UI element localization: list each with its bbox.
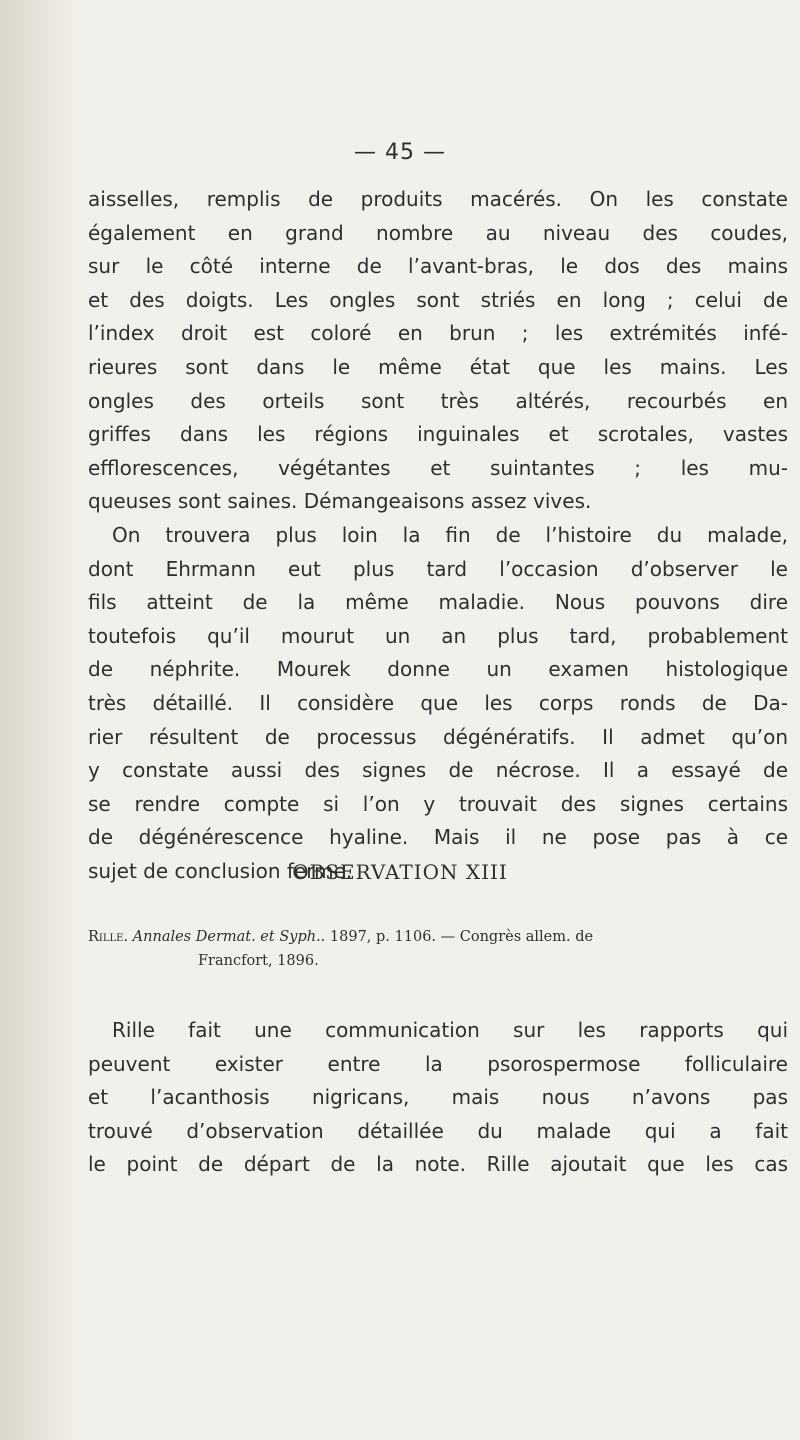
reference-line-1 [88, 925, 788, 949]
text-line: sujet de conclusion ferme. [88, 858, 353, 883]
text-line: toutefois qu’il mourut un an plus tard, probablement [88, 623, 788, 648]
text-line: efflorescences, végétantes et suintantes ; les mu- [88, 455, 788, 480]
text-line: On trouvera plus loin la fin de l’histoire du malade, [112, 522, 788, 547]
text-line: et l’acanthosis nigricans, mais nous n’avons pas [88, 1085, 788, 1110]
page-number: — 45 — [354, 140, 446, 165]
text-line: griffes dans les régions inguinales et scrotales, vastes [88, 422, 788, 447]
reference-journal: Annales Dermat. et Syph.. [132, 929, 326, 945]
text-line: Rille fait une communication sur les rapports qui [112, 1018, 788, 1042]
text-line: y constate aussi des signes de nécrose. Il a essayé de [88, 758, 788, 783]
text-line: queuses sont saines. Démangeaisons assez vives. [88, 489, 592, 514]
reference-line-2: Francfort, 1896. [198, 953, 319, 969]
text-line: de néphrite. Mourek donne un examen histologique [88, 657, 788, 682]
text-line: trouvé d’observation détaillée du malade qui a fait [88, 1118, 788, 1143]
observation-heading: OBSERVATION XIII [292, 860, 508, 884]
reference-details: 1897, p. 1106. — Congrès allem. de [325, 929, 594, 945]
text-line: très détaillé. Il considère que les corps ronds de Da- [88, 690, 788, 715]
text-line: le point de départ de la note. Rille ajoutait que les cas [88, 1152, 788, 1177]
bibliographic-reference [88, 925, 788, 973]
text-line: également en grand nombre au niveau des coudes, [88, 220, 788, 245]
reference-author: Rille. [88, 929, 129, 945]
paragraph-3 [88, 1014, 788, 1182]
scan-edge-shadow [0, 0, 80, 1440]
paragraph-1 [88, 183, 788, 888]
text-line: rieures sont dans le même état que les mains. Les [88, 354, 788, 379]
text-line: peuvent exister entre la psorospermose folliculaire [88, 1051, 788, 1076]
text-line: fils atteint de la même maladie. Nous pouvons dire [88, 590, 788, 615]
text-line: aisselles, remplis de produits macérés. On les constate [88, 187, 788, 211]
text-line: de dégénérescence hyaline. Mais il ne pose pas à ce [88, 825, 788, 850]
text-line: rier résultent de processus dégénératifs. Il admet qu’on [88, 724, 788, 749]
text-line: l’index droit est coloré en brun ; les extrémités infé- [88, 321, 788, 346]
text-line: dont Ehrmann eut plus tard l’occasion d’observer le [88, 556, 788, 581]
text-line: se rendre compte si l’on y trouvait des signes certains [88, 791, 788, 816]
text-line: et des doigts. Les ongles sont striés en long ; celui de [88, 287, 788, 312]
text-line: ongles des orteils sont très altérés, recourbés en [88, 388, 788, 413]
text-line: sur le côté interne de l’avant-bras, le dos des mains [88, 254, 788, 279]
